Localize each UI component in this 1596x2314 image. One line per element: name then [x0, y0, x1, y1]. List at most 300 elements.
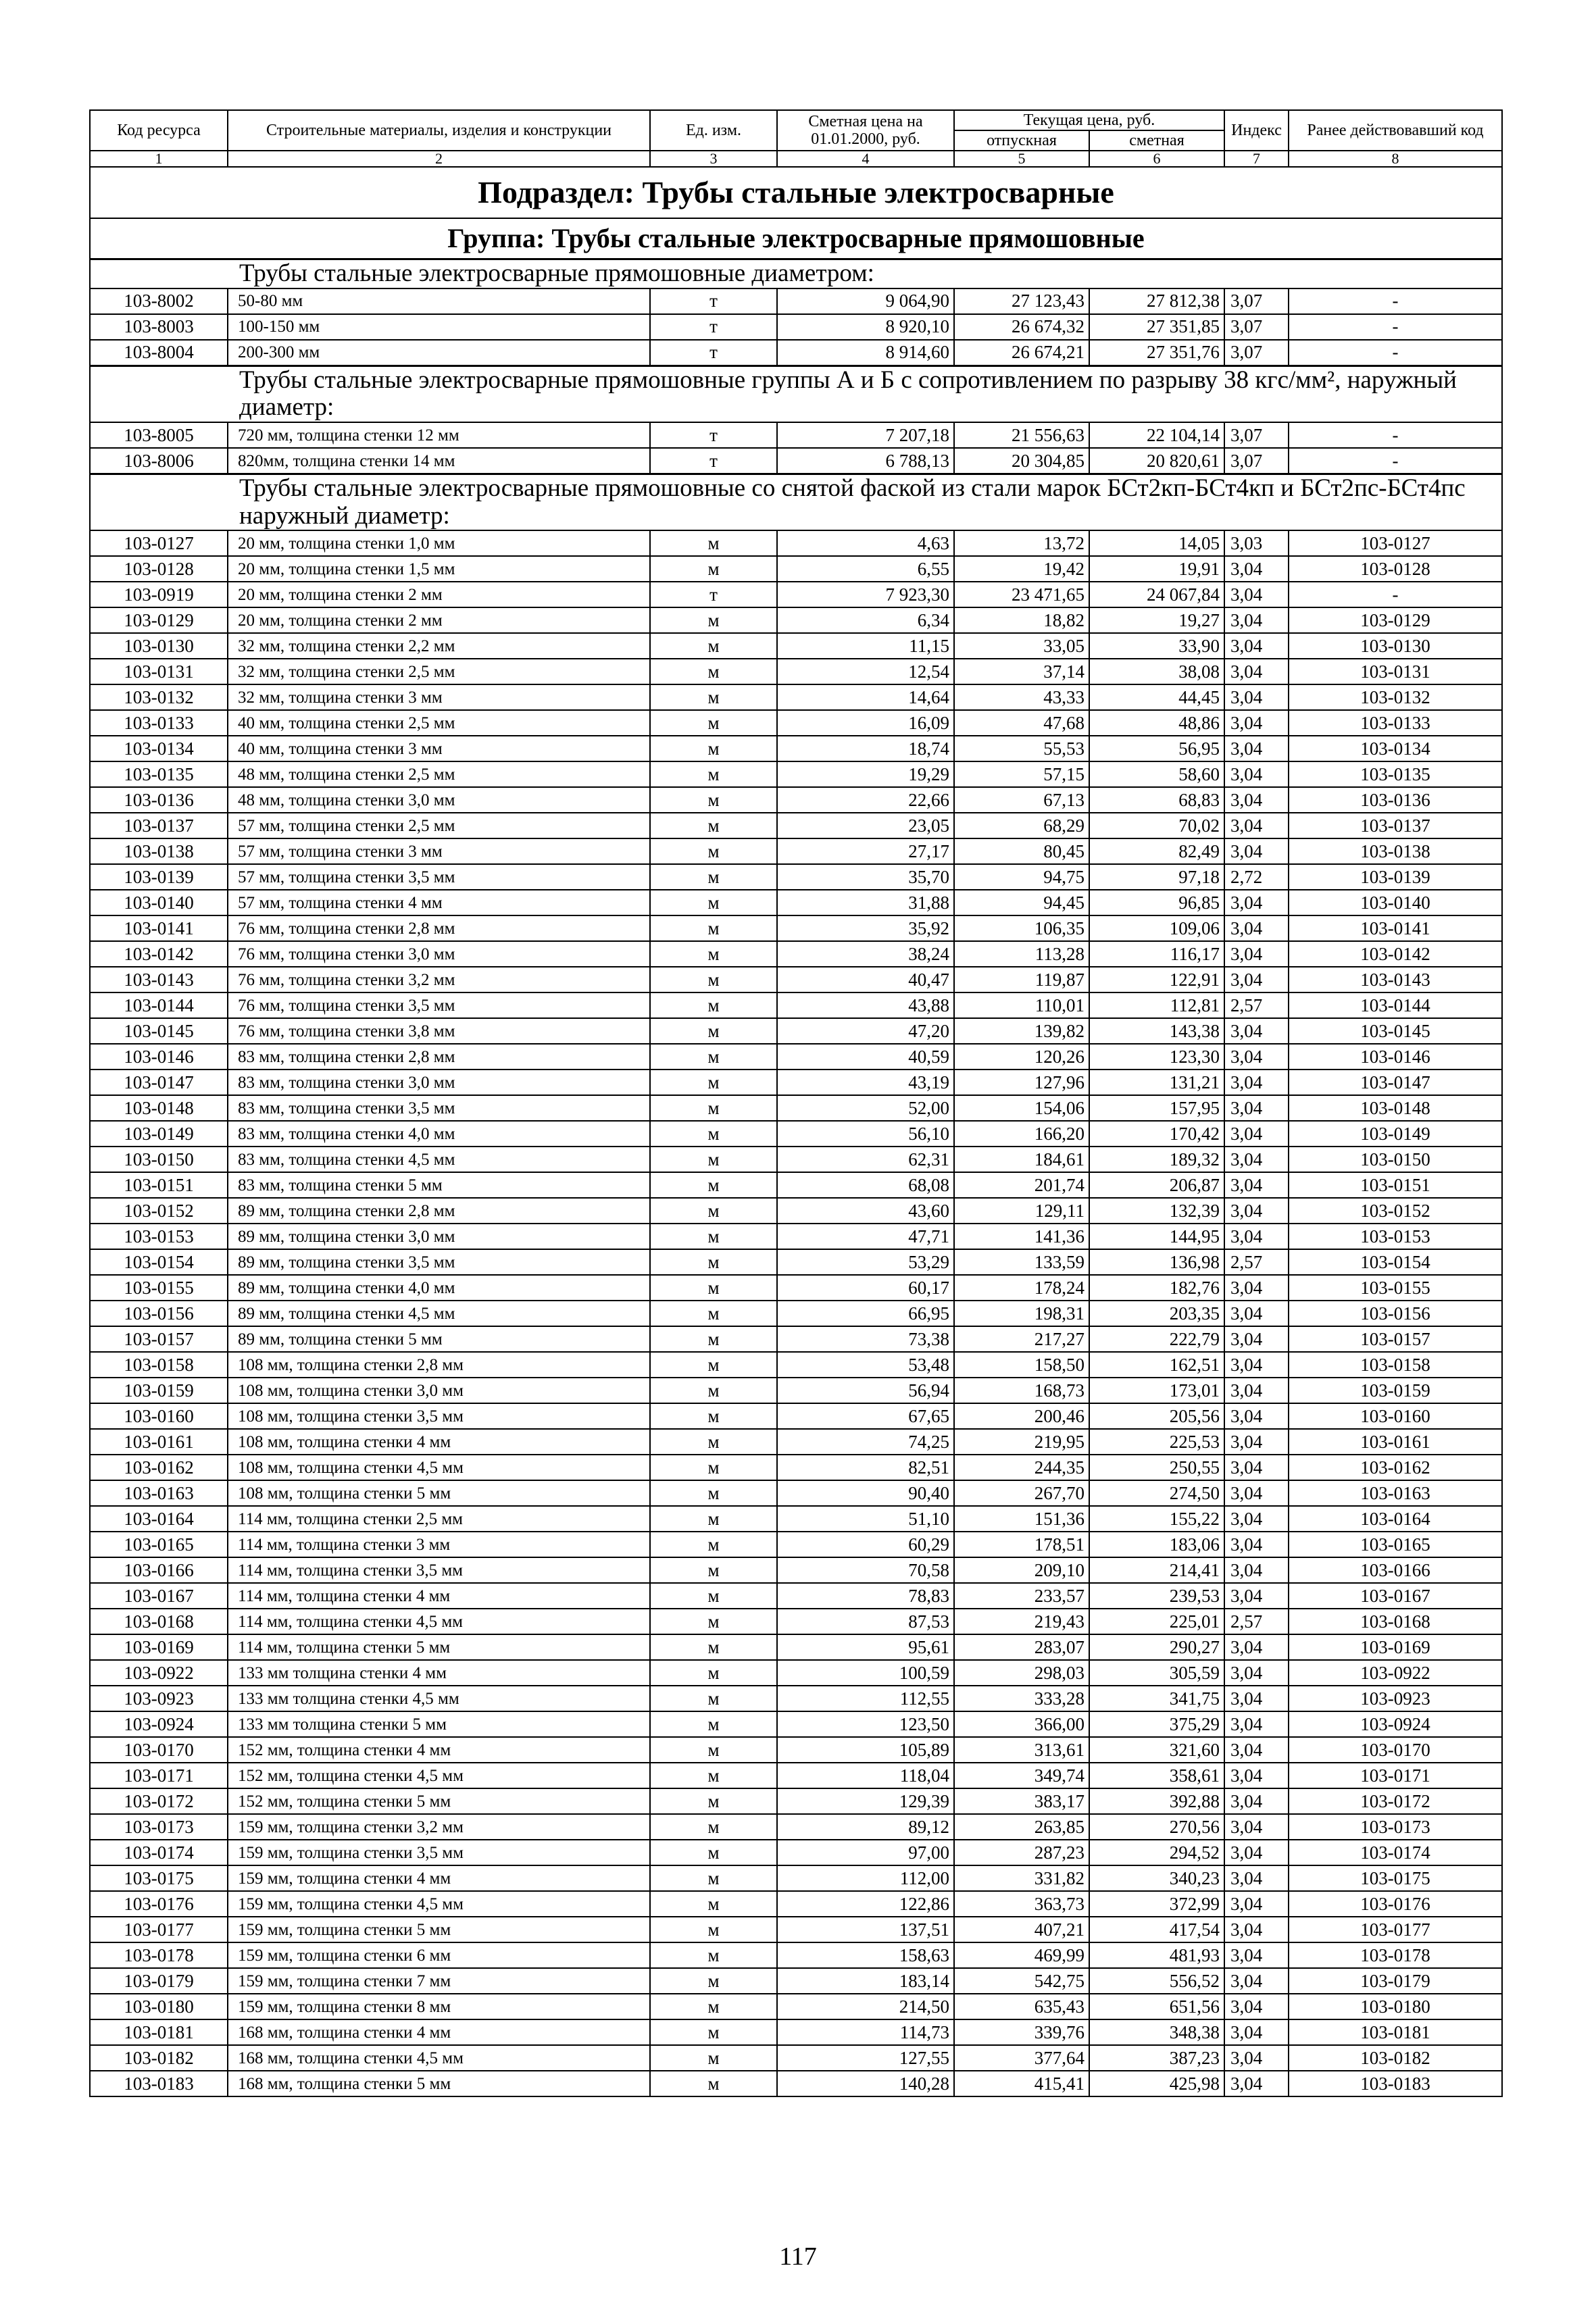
table-row — [90, 1249, 1502, 1275]
material-name: 159 мм, толщина стенки 3,5 мм — [228, 1840, 650, 1865]
previous-code: 103-0160 — [1289, 1403, 1502, 1429]
resource-code: 103-0129 — [90, 607, 228, 633]
previous-code: 103-0148 — [1289, 1095, 1502, 1121]
estimate-price: 170,42 — [1089, 1121, 1224, 1147]
unit: м — [650, 1557, 777, 1583]
unit: м — [650, 864, 777, 890]
resource-code: 103-0172 — [90, 1788, 228, 1814]
material-name: 159 мм, толщина стенки 5 мм — [228, 1917, 650, 1942]
table-row — [90, 1121, 1502, 1147]
release-price: 110,01 — [954, 992, 1089, 1018]
base-price: 74,25 — [777, 1429, 954, 1455]
base-price: 12,54 — [777, 659, 954, 684]
column-number: 1 — [90, 151, 228, 167]
release-price: 635,43 — [954, 1994, 1089, 2019]
table-row — [90, 556, 1502, 582]
base-price: 11,15 — [777, 633, 954, 659]
base-price: 214,50 — [777, 1994, 954, 2019]
price-index: 3,04 — [1224, 1352, 1289, 1378]
release-price: 67,13 — [954, 787, 1089, 813]
estimate-price: 205,56 — [1089, 1403, 1224, 1429]
estimate-price: 321,60 — [1089, 1737, 1224, 1763]
table-row — [90, 1609, 1502, 1634]
previous-code: 103-0142 — [1289, 941, 1502, 967]
resource-code: 103-0162 — [90, 1455, 228, 1480]
header-base-price: Сметная цена на 01.01.2000, руб. — [777, 110, 954, 151]
resource-code: 103-0130 — [90, 633, 228, 659]
price-index: 3,04 — [1224, 1583, 1289, 1609]
price-index: 3,04 — [1224, 2071, 1289, 2096]
base-price: 87,53 — [777, 1609, 954, 1634]
previous-code: 103-0147 — [1289, 1070, 1502, 1095]
release-price: 20 304,85 — [954, 448, 1089, 474]
price-index: 3,04 — [1224, 2019, 1289, 2045]
header-code: Код ресурса — [90, 110, 228, 151]
unit: м — [650, 1737, 777, 1763]
release-price: 129,11 — [954, 1198, 1089, 1224]
resource-code: 103-0176 — [90, 1891, 228, 1917]
price-index: 3,04 — [1224, 1275, 1289, 1301]
table-row — [90, 1814, 1502, 1840]
material-name: 152 мм, толщина стенки 4,5 мм — [228, 1763, 650, 1788]
release-price: 233,57 — [954, 1583, 1089, 1609]
base-price: 31,88 — [777, 890, 954, 915]
previous-code: 103-0170 — [1289, 1737, 1502, 1763]
block-heading: Трубы стальные электросварные прямошовные группы А и Б с сопротивлением по разрыву 38 кгс/мм², наружный диаметр: — [90, 366, 1502, 422]
unit: м — [650, 941, 777, 967]
resource-code: 103-8003 — [90, 314, 228, 340]
resource-code: 103-0168 — [90, 1609, 228, 1634]
resource-code: 103-0161 — [90, 1429, 228, 1455]
resource-code: 103-0145 — [90, 1018, 228, 1044]
release-price: 298,03 — [954, 1660, 1089, 1686]
price-index: 3,04 — [1224, 967, 1289, 992]
table-row — [90, 1711, 1502, 1737]
resource-code: 103-0149 — [90, 1121, 228, 1147]
resource-code: 103-0177 — [90, 1917, 228, 1942]
material-name: 159 мм, толщина стенки 8 мм — [228, 1994, 650, 2019]
unit: м — [650, 915, 777, 941]
page-number: 117 — [779, 2242, 817, 2271]
release-price: 287,23 — [954, 1840, 1089, 1865]
table-row — [90, 1737, 1502, 1763]
material-name: 57 мм, толщина стенки 3 мм — [228, 838, 650, 864]
table-row — [90, 992, 1502, 1018]
previous-code: 103-0174 — [1289, 1840, 1502, 1865]
price-index: 3,04 — [1224, 941, 1289, 967]
base-price: 67,65 — [777, 1403, 954, 1429]
estimate-price: 132,39 — [1089, 1198, 1224, 1224]
table-row — [90, 684, 1502, 710]
unit: м — [650, 1865, 777, 1891]
base-price: 89,12 — [777, 1814, 954, 1840]
previous-code: 103-0153 — [1289, 1224, 1502, 1249]
material-name: 89 мм, толщина стенки 4,0 мм — [228, 1275, 650, 1301]
release-price: 166,20 — [954, 1121, 1089, 1147]
price-index: 3,04 — [1224, 1198, 1289, 1224]
material-name: 108 мм, толщина стенки 4,5 мм — [228, 1455, 650, 1480]
previous-code: 103-0138 — [1289, 838, 1502, 864]
release-price: 363,73 — [954, 1891, 1089, 1917]
table-row — [90, 1840, 1502, 1865]
price-index: 3,04 — [1224, 1455, 1289, 1480]
column-number: 6 — [1089, 151, 1224, 167]
previous-code: 103-0167 — [1289, 1583, 1502, 1609]
estimate-price: 183,06 — [1089, 1532, 1224, 1557]
previous-code: 103-0137 — [1289, 813, 1502, 838]
base-price: 18,74 — [777, 736, 954, 761]
base-price: 70,58 — [777, 1557, 954, 1583]
unit: м — [650, 1172, 777, 1198]
previous-code: 103-0141 — [1289, 915, 1502, 941]
table-row — [90, 1326, 1502, 1352]
base-price: 40,47 — [777, 967, 954, 992]
resource-code: 103-0180 — [90, 1994, 228, 2019]
release-price: 94,75 — [954, 864, 1089, 890]
table-row — [90, 1352, 1502, 1378]
estimate-price: 225,01 — [1089, 1609, 1224, 1634]
material-name: 20 мм, толщина стенки 2 мм — [228, 582, 650, 607]
estimate-price: 27 812,38 — [1089, 288, 1224, 314]
estimate-price: 214,41 — [1089, 1557, 1224, 1583]
release-price: 349,74 — [954, 1763, 1089, 1788]
unit: т — [650, 582, 777, 607]
release-price: 120,26 — [954, 1044, 1089, 1070]
price-index: 3,04 — [1224, 1660, 1289, 1686]
release-price: 13,72 — [954, 530, 1089, 556]
estimate-price: 48,86 — [1089, 710, 1224, 736]
estimate-price: 417,54 — [1089, 1917, 1224, 1942]
resource-code: 103-8005 — [90, 422, 228, 448]
release-price: 366,00 — [954, 1711, 1089, 1737]
estimate-price: 68,83 — [1089, 787, 1224, 813]
previous-code: 103-0152 — [1289, 1198, 1502, 1224]
price-index: 3,04 — [1224, 1044, 1289, 1070]
price-index: 3,04 — [1224, 1737, 1289, 1763]
price-index: 3,04 — [1224, 1172, 1289, 1198]
table-row — [90, 607, 1502, 633]
table-row — [90, 915, 1502, 941]
release-price: 80,45 — [954, 838, 1089, 864]
resource-code: 103-0919 — [90, 582, 228, 607]
material-name: 159 мм, толщина стенки 4,5 мм — [228, 1891, 650, 1917]
previous-code: 103-0132 — [1289, 684, 1502, 710]
unit: м — [650, 1968, 777, 1994]
material-name: 57 мм, толщина стенки 4 мм — [228, 890, 650, 915]
estimate-price: 56,95 — [1089, 736, 1224, 761]
table-row — [90, 1275, 1502, 1301]
table-row — [90, 288, 1502, 314]
resource-code: 103-0175 — [90, 1865, 228, 1891]
resource-code: 103-0170 — [90, 1737, 228, 1763]
resource-code: 103-0179 — [90, 1968, 228, 1994]
previous-code: - — [1289, 422, 1502, 448]
base-price: 6,55 — [777, 556, 954, 582]
estimate-price: 116,17 — [1089, 941, 1224, 967]
table-row — [90, 633, 1502, 659]
estimate-price: 19,27 — [1089, 607, 1224, 633]
header-estimate-price: сметная — [1089, 130, 1224, 151]
unit: м — [650, 1378, 777, 1403]
table-row — [90, 864, 1502, 890]
base-price: 9 064,90 — [777, 288, 954, 314]
price-index: 3,03 — [1224, 530, 1289, 556]
previous-code: 103-0156 — [1289, 1301, 1502, 1326]
price-index: 3,04 — [1224, 710, 1289, 736]
material-name: 108 мм, толщина стенки 3,5 мм — [228, 1403, 650, 1429]
previous-code: 103-0155 — [1289, 1275, 1502, 1301]
unit: м — [650, 1994, 777, 2019]
unit: м — [650, 1660, 777, 1686]
price-index: 3,07 — [1224, 448, 1289, 474]
base-price: 4,63 — [777, 530, 954, 556]
base-price: 112,55 — [777, 1686, 954, 1711]
price-index: 3,04 — [1224, 684, 1289, 710]
previous-code: 103-0162 — [1289, 1455, 1502, 1480]
estimate-price: 143,38 — [1089, 1018, 1224, 1044]
material-name: 100-150 мм — [228, 314, 650, 340]
unit: м — [650, 1275, 777, 1301]
estimate-price: 20 820,61 — [1089, 448, 1224, 474]
material-name: 159 мм, толщина стенки 4 мм — [228, 1865, 650, 1891]
table-row — [90, 787, 1502, 813]
price-index: 3,07 — [1224, 314, 1289, 340]
estimate-price: 270,56 — [1089, 1814, 1224, 1840]
release-price: 415,41 — [954, 2071, 1089, 2096]
resource-code: 103-0141 — [90, 915, 228, 941]
resource-code: 103-0138 — [90, 838, 228, 864]
estimate-price: 58,60 — [1089, 761, 1224, 787]
price-index: 3,04 — [1224, 787, 1289, 813]
price-index: 3,07 — [1224, 288, 1289, 314]
previous-code: 103-0923 — [1289, 1686, 1502, 1711]
table-row — [90, 1198, 1502, 1224]
base-price: 95,61 — [777, 1634, 954, 1660]
release-price: 139,82 — [954, 1018, 1089, 1044]
release-price: 201,74 — [954, 1172, 1089, 1198]
release-price: 27 123,43 — [954, 288, 1089, 314]
estimate-price: 189,32 — [1089, 1147, 1224, 1172]
base-price: 27,17 — [777, 838, 954, 864]
release-price: 267,70 — [954, 1480, 1089, 1506]
unit: м — [650, 967, 777, 992]
table-row — [90, 1455, 1502, 1480]
estimate-price: 358,61 — [1089, 1763, 1224, 1788]
release-price: 168,73 — [954, 1378, 1089, 1403]
price-index: 3,04 — [1224, 633, 1289, 659]
price-index: 3,04 — [1224, 1840, 1289, 1865]
material-name: 152 мм, толщина стенки 5 мм — [228, 1788, 650, 1814]
material-name: 20 мм, толщина стенки 1,5 мм — [228, 556, 650, 582]
block-heading-row — [90, 366, 1502, 422]
unit: м — [650, 1121, 777, 1147]
table-row — [90, 761, 1502, 787]
release-price: 113,28 — [954, 941, 1089, 967]
header-release-price: отпускная — [954, 130, 1089, 151]
release-price: 313,61 — [954, 1737, 1089, 1763]
resource-code: 103-0132 — [90, 684, 228, 710]
material-name: 89 мм, толщина стенки 2,8 мм — [228, 1198, 650, 1224]
base-price: 112,00 — [777, 1865, 954, 1891]
estimate-price: 203,35 — [1089, 1301, 1224, 1326]
price-index: 3,04 — [1224, 1301, 1289, 1326]
unit: м — [650, 1609, 777, 1634]
previous-code: 103-0139 — [1289, 864, 1502, 890]
estimate-price: 556,52 — [1089, 1968, 1224, 1994]
table-row — [90, 582, 1502, 607]
release-price: 184,61 — [954, 1147, 1089, 1172]
material-name: 83 мм, толщина стенки 2,8 мм — [228, 1044, 650, 1070]
table-row — [90, 1660, 1502, 1686]
price-index: 3,04 — [1224, 838, 1289, 864]
material-name: 57 мм, толщина стенки 2,5 мм — [228, 813, 650, 838]
previous-code: - — [1289, 314, 1502, 340]
price-index: 3,04 — [1224, 736, 1289, 761]
group-row — [90, 218, 1502, 259]
unit: м — [650, 1095, 777, 1121]
material-name: 20 мм, толщина стенки 1,0 мм — [228, 530, 650, 556]
material-name: 720 мм, толщина стенки 12 мм — [228, 422, 650, 448]
price-index: 3,04 — [1224, 1147, 1289, 1172]
material-name: 108 мм, толщина стенки 4 мм — [228, 1429, 650, 1455]
estimate-price: 14,05 — [1089, 530, 1224, 556]
unit: м — [650, 684, 777, 710]
price-index: 3,04 — [1224, 1788, 1289, 1814]
estimate-price: 144,95 — [1089, 1224, 1224, 1249]
previous-code: 103-0151 — [1289, 1172, 1502, 1198]
release-price: 339,76 — [954, 2019, 1089, 2045]
price-index: 3,04 — [1224, 761, 1289, 787]
material-name: 83 мм, толщина стенки 3,5 мм — [228, 1095, 650, 1121]
estimate-price: 173,01 — [1089, 1378, 1224, 1403]
unit: м — [650, 2071, 777, 2096]
estimate-price: 274,50 — [1089, 1480, 1224, 1506]
material-name: 108 мм, толщина стенки 2,8 мм — [228, 1352, 650, 1378]
estimate-price: 97,18 — [1089, 864, 1224, 890]
table-row — [90, 2045, 1502, 2071]
material-name: 76 мм, толщина стенки 3,8 мм — [228, 1018, 650, 1044]
previous-code: 103-0175 — [1289, 1865, 1502, 1891]
price-index: 2,57 — [1224, 992, 1289, 1018]
table-row — [90, 340, 1502, 366]
material-name: 114 мм, толщина стенки 2,5 мм — [228, 1506, 650, 1532]
price-index: 3,04 — [1224, 813, 1289, 838]
unit: м — [650, 761, 777, 787]
resource-code: 103-0133 — [90, 710, 228, 736]
table-row — [90, 422, 1502, 448]
header-name: Строительные материалы, изделия и конструкции — [228, 110, 650, 151]
price-index: 3,04 — [1224, 1095, 1289, 1121]
price-index: 3,04 — [1224, 1891, 1289, 1917]
base-price: 8 920,10 — [777, 314, 954, 340]
previous-code: - — [1289, 448, 1502, 474]
base-price: 14,64 — [777, 684, 954, 710]
base-price: 43,60 — [777, 1198, 954, 1224]
unit: м — [650, 787, 777, 813]
material-name: 200-300 мм — [228, 340, 650, 366]
column-number: 3 — [650, 151, 777, 167]
release-price: 469,99 — [954, 1942, 1089, 1968]
base-price: 35,70 — [777, 864, 954, 890]
previous-code: 103-0128 — [1289, 556, 1502, 582]
group-title: Группа: Трубы стальные электросварные прямошовные — [90, 218, 1502, 259]
release-price: 133,59 — [954, 1249, 1089, 1275]
estimate-price: 305,59 — [1089, 1660, 1224, 1686]
release-price: 37,14 — [954, 659, 1089, 684]
material-name: 820мм, толщина стенки 14 мм — [228, 448, 650, 474]
table-row — [90, 1506, 1502, 1532]
estimate-price: 206,87 — [1089, 1172, 1224, 1198]
unit: м — [650, 1532, 777, 1557]
unit: м — [650, 556, 777, 582]
price-index: 3,04 — [1224, 1403, 1289, 1429]
estimate-price: 27 351,76 — [1089, 340, 1224, 366]
price-index: 3,07 — [1224, 422, 1289, 448]
estimate-price: 348,38 — [1089, 2019, 1224, 2045]
previous-code: 103-0134 — [1289, 736, 1502, 761]
material-name: 40 мм, толщина стенки 3 мм — [228, 736, 650, 761]
release-price: 151,36 — [954, 1506, 1089, 1532]
resource-code: 103-0134 — [90, 736, 228, 761]
table-row — [90, 1917, 1502, 1942]
price-table — [89, 109, 1503, 2097]
resource-code: 103-0174 — [90, 1840, 228, 1865]
unit: т — [650, 340, 777, 366]
table-row — [90, 1891, 1502, 1917]
previous-code: 103-0183 — [1289, 2071, 1502, 2096]
resource-code: 103-0169 — [90, 1634, 228, 1660]
previous-code: - — [1289, 340, 1502, 366]
previous-code: 103-0136 — [1289, 787, 1502, 813]
table-row — [90, 1865, 1502, 1891]
release-price: 331,82 — [954, 1865, 1089, 1891]
price-index: 3,04 — [1224, 582, 1289, 607]
resource-code: 103-0146 — [90, 1044, 228, 1070]
unit: м — [650, 736, 777, 761]
table-row — [90, 736, 1502, 761]
estimate-price: 24 067,84 — [1089, 582, 1224, 607]
material-name: 114 мм, толщина стенки 4 мм — [228, 1583, 650, 1609]
release-price: 127,96 — [954, 1070, 1089, 1095]
base-price: 6,34 — [777, 607, 954, 633]
estimate-price: 290,27 — [1089, 1634, 1224, 1660]
estimate-price: 155,22 — [1089, 1506, 1224, 1532]
estimate-price: 375,29 — [1089, 1711, 1224, 1737]
table-row — [90, 1480, 1502, 1506]
unit: м — [650, 1711, 777, 1737]
release-price: 178,51 — [954, 1532, 1089, 1557]
material-name: 89 мм, толщина стенки 5 мм — [228, 1326, 650, 1352]
price-index: 3,04 — [1224, 1224, 1289, 1249]
estimate-price: 22 104,14 — [1089, 422, 1224, 448]
unit: м — [650, 813, 777, 838]
unit: м — [650, 1198, 777, 1224]
resource-code: 103-0922 — [90, 1660, 228, 1686]
table-row — [90, 1583, 1502, 1609]
release-price: 119,87 — [954, 967, 1089, 992]
material-name: 159 мм, толщина стенки 6 мм — [228, 1942, 650, 1968]
table-row — [90, 1403, 1502, 1429]
resource-code: 103-0144 — [90, 992, 228, 1018]
table-row — [90, 1788, 1502, 1814]
resource-code: 103-0136 — [90, 787, 228, 813]
price-index: 2,57 — [1224, 1249, 1289, 1275]
previous-code: 103-0130 — [1289, 633, 1502, 659]
material-name: 168 мм, толщина стенки 4,5 мм — [228, 2045, 650, 2071]
release-price: 141,36 — [954, 1224, 1089, 1249]
material-name: 50-80 мм — [228, 288, 650, 314]
base-price: 38,24 — [777, 941, 954, 967]
